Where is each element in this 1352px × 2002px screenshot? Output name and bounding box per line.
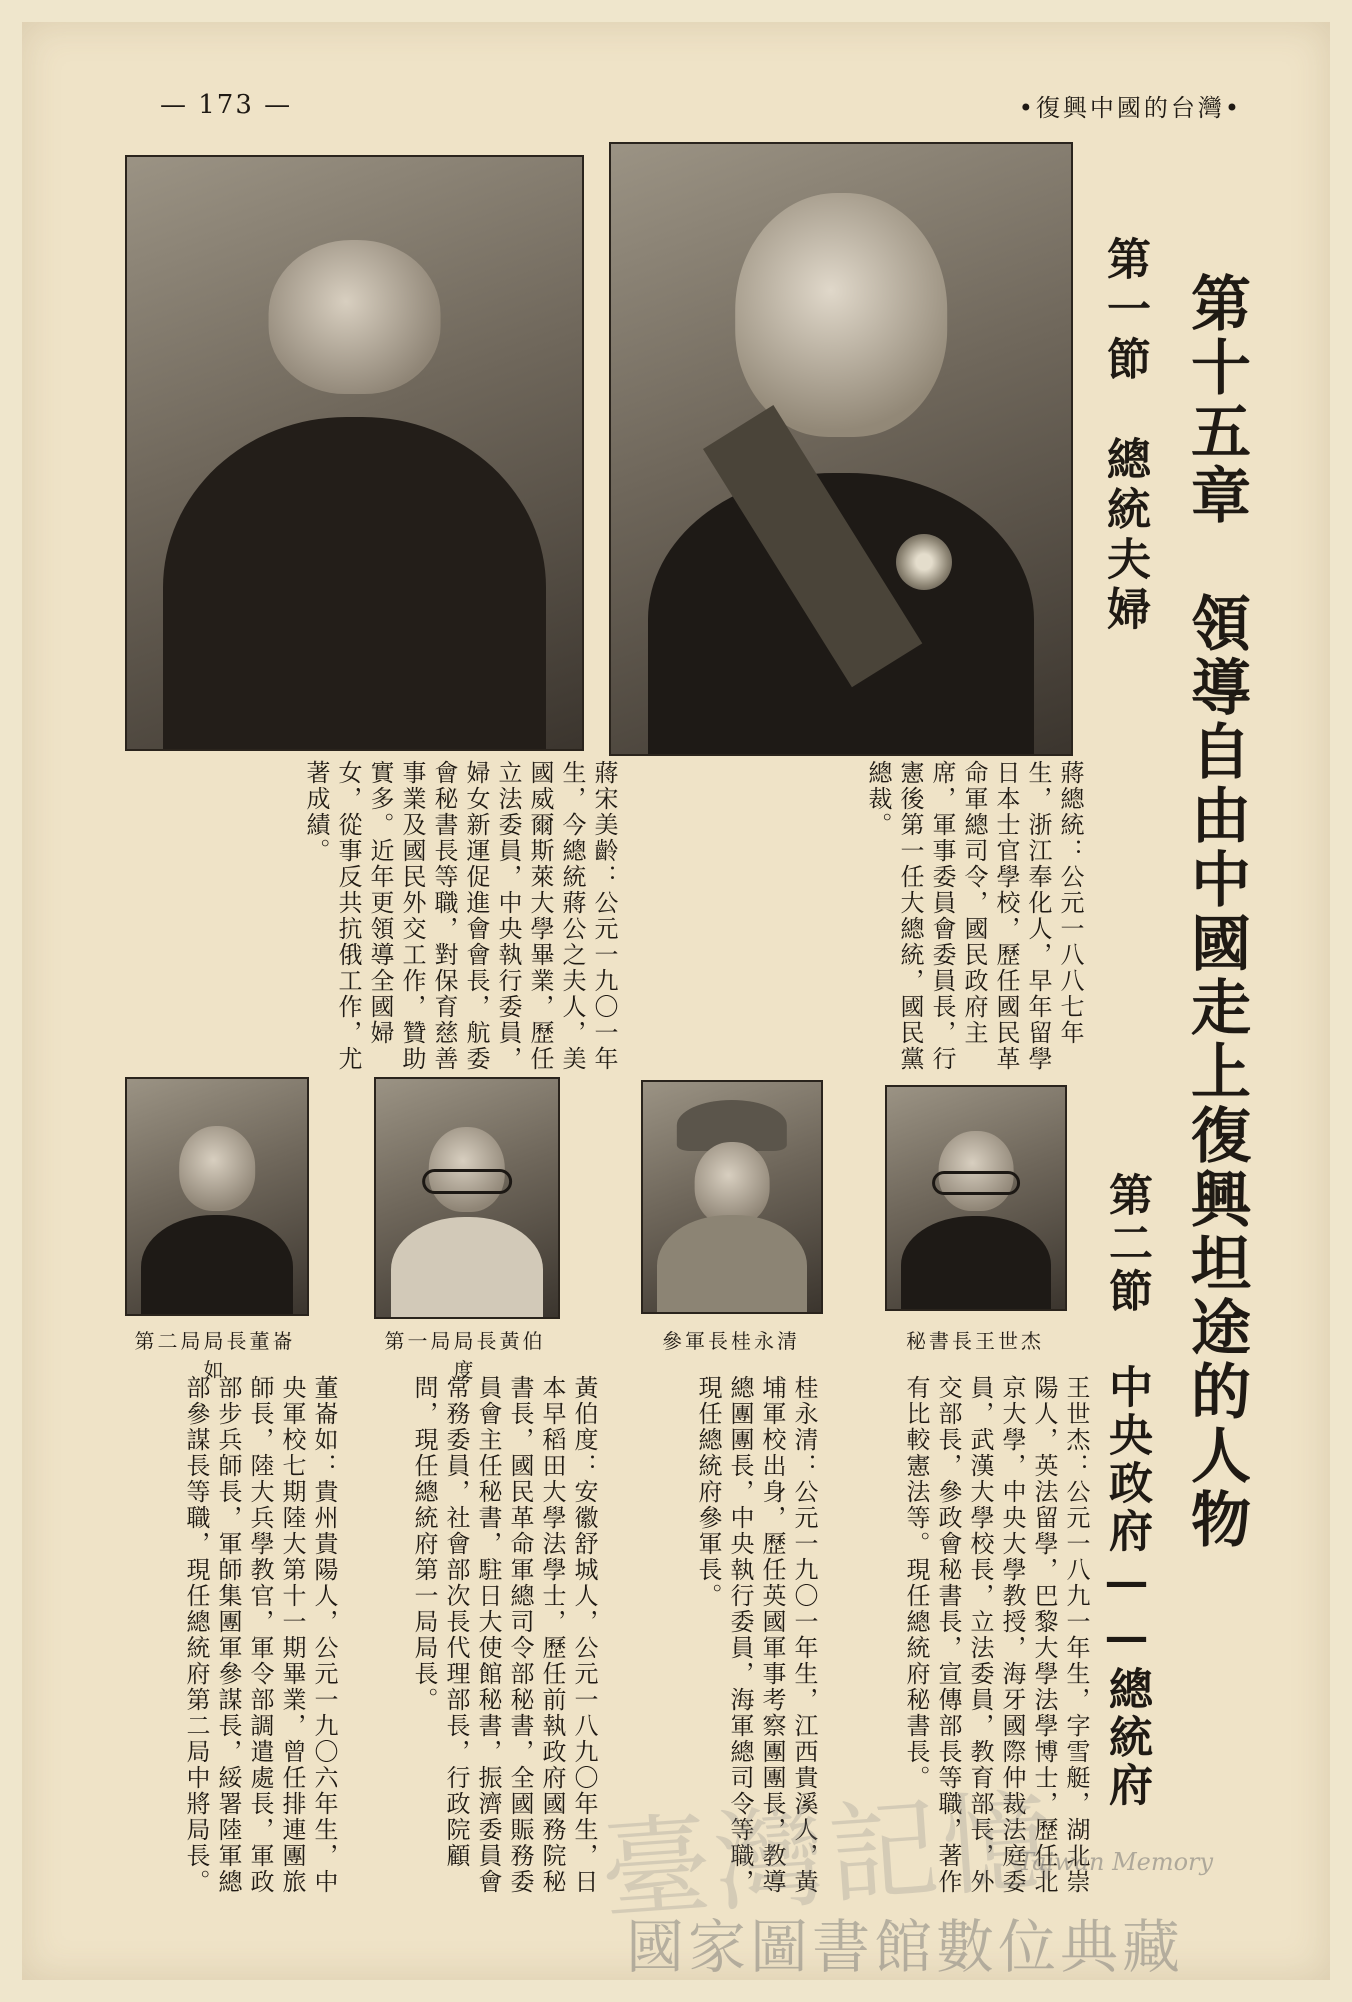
- watermark-logo: 臺灣記憶: [596, 1776, 1061, 1936]
- bio-gui-yongqing: 桂永清：公元一九〇一年生，江西貴溪人，黃埔軍校出身，歷任英國軍事考察團團長，教導總團團長，中央執行委員，海軍總司令等職，現任總統府參軍長。: [694, 1375, 818, 1895]
- portrait-president: [609, 142, 1073, 756]
- watermark-library: 國家圖書館數位典藏: [626, 1913, 1185, 1981]
- caption-wang-shijie: 秘書長王世杰: [906, 1329, 1044, 1353]
- glasses-icon: [932, 1171, 1020, 1195]
- bio-madame: 蔣宋美齡：公元一九〇一年生，今總統蔣公之夫人，美國威爾斯萊大學畢業，歷任立法委員，中央執行委員，婦女新運促進會會長，航委會秘書長等職，對保育慈善事業及國民外交工作，贊助實多。近年更領導全國婦女，從事反共抗俄工作，尤著成績。: [302, 760, 618, 1072]
- portrait-dong-lunru: [125, 1077, 309, 1316]
- portrait-gui-yongqing: [641, 1080, 823, 1314]
- caption-gui-yongqing: 參軍長桂永清: [662, 1329, 800, 1353]
- bio-dong-lunru: 董崙如：貴州貴陽人，公元一九〇六年生，中央軍校七期陸大第十一期畢業，曾任排連團旅師長，陸大兵學教官，軍令部調遣處長，軍政部步兵師長，軍師集團軍參謀長，綏署陸軍總部參謀長等職，現任總統府第二局中將局長。: [182, 1375, 338, 1895]
- portrait-wang-shijie: [885, 1085, 1067, 1311]
- page-number: — 173 —: [160, 90, 293, 120]
- chapter-title: 第十五章 領導自由中國走上復興坦途的人物: [1181, 272, 1251, 1552]
- portrait-madame: [125, 155, 584, 751]
- section-2-title: 第二節 中央政府——總統府: [1101, 1172, 1152, 1810]
- caption-dong-lunru: 第二局局長董崙如: [134, 1329, 296, 1382]
- bio-wang-shijie: 王世杰：公元一八九一年生，字雪艇，湖北崇陽人，英法留學，巴黎大學法學博士，歷任北京大學，中央大學教授，海牙國際仲裁法庭委員，武漢大學校長，立法委員，教育部長，外交部長，參政會秘書長，宣傳部長等職，著作有比較憲法等。現任總統府秘書長。: [902, 1375, 1090, 1895]
- section-1-title: 第一節 總統夫婦: [1099, 236, 1150, 636]
- portrait-huang-bodu: [374, 1077, 560, 1319]
- watermark-english: Taiwan Memory: [1018, 1848, 1214, 1876]
- bio-president: 蔣總統：公元一八八七年生，浙江奉化人，早年留學日本士官學校，歷任國民革命軍總司令，國民政府主席，軍事委員會委員長，行憲後第一任大總統，國民黨總裁。: [864, 760, 1084, 1072]
- glasses-icon: [422, 1169, 512, 1194]
- bio-huang-bodu: 黃伯度：安徽舒城人，公元一八九〇年生，日本早稻田大學法學士，歷任前執政府國務院秘書長，國民革命軍總司令部秘書，全國賑務委員會主任秘書，駐日大使館秘書，振濟委員會常務委員，社會部次長代理部長，行政院顧問，現任總統府第一局局長。: [410, 1375, 598, 1895]
- running-title: •復興中國的台灣•: [1018, 94, 1242, 122]
- caption-huang-bodu: 第一局局長黃伯度: [384, 1329, 546, 1382]
